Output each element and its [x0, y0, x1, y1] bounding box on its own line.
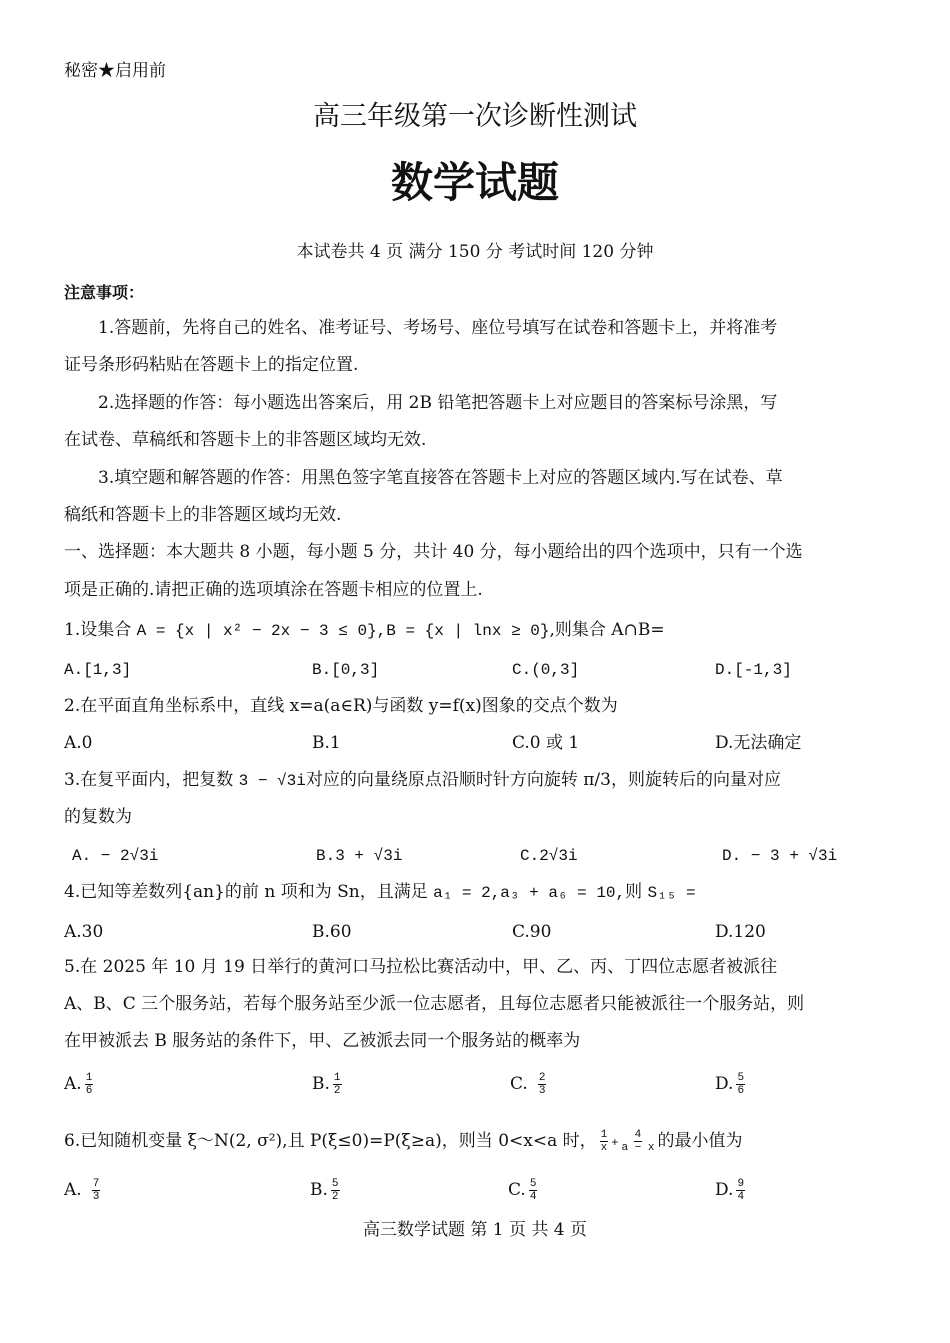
- q5-option-d: D. $\frac{5}{6}$: [715, 1072, 745, 1097]
- note-1-cont: 证号条形码粘贴在答题卡上的指定位置.: [64, 355, 359, 375]
- q4-option-b: B.60: [312, 922, 352, 942]
- q3-option-a: A. − 2√3i: [72, 847, 159, 865]
- q4-text-2: 则: [625, 882, 648, 902]
- section-heading-cont: 项是正确的.请把正确的选项填涂在答题卡相应的位置上.: [64, 580, 483, 600]
- q6-option-c: C. $\frac{5}{4}$: [508, 1178, 537, 1203]
- notes-heading: 注意事项：: [64, 283, 145, 302]
- q6-text-end: 的最小值为: [657, 1131, 743, 1151]
- q3-text-2: 对应的向量绕原点沿顺时针方向旋转 π/3，则旋转后的向量对应: [305, 770, 781, 790]
- note-2-cont: 在试卷、草稿纸和答题卡上的非答题区域均无效.: [64, 430, 427, 450]
- q1-option-d: D.[-1,3]: [715, 661, 792, 679]
- q3-option-d: D. − 3 + √3i: [722, 847, 838, 865]
- question-5-cont-2: 在甲被派去 B 服务站的条件下，甲、乙被派去同一个服务站的概率为: [64, 1031, 581, 1051]
- q1-option-c: C.(0,3]: [512, 661, 580, 679]
- question-3-cont: 的复数为: [64, 807, 132, 827]
- note-1: 1.答题前，先将自己的姓名、准考证号、考场号、座位号填写在试卷和答题卡上，并将准考: [98, 318, 778, 338]
- q3-option-b: B.3 + √3i: [316, 847, 403, 865]
- q4-formula-s15: S₁₅ =: [647, 884, 696, 902]
- note-3: 3.填空题和解答题的作答：用黑色签字笔直接答在答题卡上对应的答题区域内.写在试卷、草: [98, 468, 783, 488]
- question-6: 6.已知随机变量 ξ～N(2, σ²),且 P(ξ≤0)=P(ξ≥a)，则当 0<x<a 时， $\frac{1}{x}$ + $\frac{4}{a - x}$ 的最小值为: [64, 1129, 743, 1154]
- q4-option-a: A.30: [64, 922, 104, 942]
- q1-formula: A = {x | x² − 2x − 3 ≤ 0},B = {x | lnx ≥ 0}: [136, 622, 550, 640]
- question-3: [64, 769, 781, 792]
- question-5: 5.在 2025 年 10 月 19 日举行的黄河口马拉松比赛活动中，甲、乙、丙、丁四位志愿者被派往: [64, 957, 778, 977]
- q3-option-c: C.2√3i: [520, 847, 578, 865]
- section-heading: 一、选择题：本大题共 8 小题，每小题 5 分，共计 40 分，每小题给出的四个选项中，只有一个选: [64, 542, 803, 562]
- q2-option-b: B.1: [312, 733, 341, 753]
- secret-label: 秘密★启用前: [64, 61, 166, 81]
- q6-text: 6.已知随机变量 ξ～N(2, σ²),且 P(ξ≤0)=P(ξ≥a)，则当 0<x<a 时，: [64, 1131, 597, 1151]
- q3-text: 3.在复平面内，把复数: [64, 770, 239, 790]
- q1-text-end: ,则集合 A∩B=: [549, 620, 665, 640]
- q6-option-d: D. $\frac{9}{4}$: [715, 1178, 745, 1203]
- question-4: [64, 881, 696, 904]
- q6-fraction-1: $\frac{1}{x}$: [600, 1129, 608, 1154]
- q2-option-c: C.0 或 1: [512, 733, 580, 753]
- q2-option-a: A.0: [64, 733, 93, 753]
- exam-subtitle: 高三年级第一次诊断性测试: [313, 101, 637, 132]
- q1-text: 1.设集合: [64, 620, 137, 640]
- q6-option-a: A. $\frac{7}{3}$: [64, 1178, 100, 1203]
- q5-option-a: A. $\frac{1}{6}$: [64, 1072, 93, 1097]
- q5-option-c: C. $\frac{2}{3}$: [510, 1072, 546, 1097]
- q1-option-b: B.[0,3]: [312, 661, 380, 679]
- exam-info: 本试卷共 4 页 满分 150 分 考试时间 120 分钟: [296, 242, 654, 262]
- q6-option-b: B. $\frac{5}{2}$: [310, 1178, 339, 1203]
- q1-option-a: A.[1,3]: [64, 661, 132, 679]
- question-1: [64, 619, 665, 642]
- exam-title: 数学试题: [390, 158, 559, 207]
- q5-option-b: B. $\frac{1}{2}$: [312, 1072, 341, 1097]
- q4-text: 4.已知等差数列{an}的前 n 项和为 Sn，且满足: [64, 882, 434, 902]
- note-3-cont: 稿纸和答题卡上的非答题区域均无效.: [64, 505, 342, 525]
- q4-formula: a₁ = 2,a₃ + a₆ = 10,: [433, 884, 626, 902]
- q2-option-d: D.无法确定: [715, 733, 802, 753]
- q6-fraction-2: $\frac{4}{a - x}$: [621, 1129, 655, 1154]
- note-2: 2.选择题的作答：每小题选出答案后，用 2B 铅笔把答题卡上对应题目的答案标号涂黑，写: [98, 393, 778, 413]
- q4-option-c: C.90: [512, 922, 552, 942]
- page-footer: 高三数学试题 第 1 页 共 4 页: [362, 1220, 588, 1240]
- q3-formula: 3 − √3i: [238, 772, 306, 790]
- q4-option-d: D.120: [715, 922, 766, 942]
- question-5-cont-1: A、B、C 三个服务站，若每个服务站至少派一位志愿者，且每位志愿者只能被派往一个服务站，则: [64, 994, 805, 1014]
- question-2: 2.在平面直角坐标系中，直线 x=a(a∈R)与函数 y=f(x)图象的交点个数为: [64, 696, 618, 716]
